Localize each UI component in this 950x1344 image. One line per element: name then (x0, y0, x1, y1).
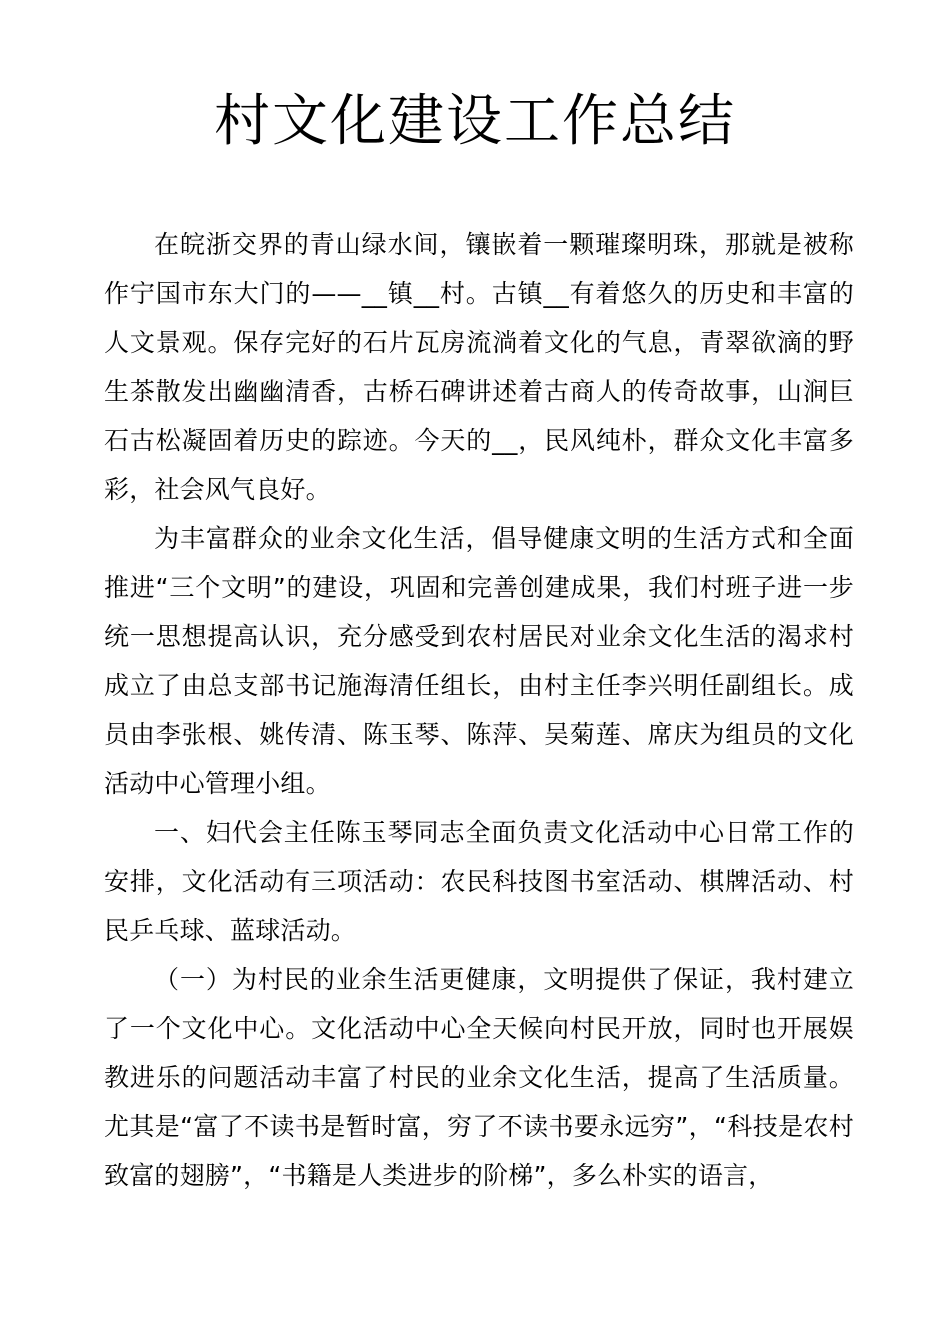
paragraph-subsection-one: （一）为村民的业余生活更健康，文明提供了保证，我村建立了一个文化中心。文化活动中心全天候向村民开放，同时也开展娱教进乐的问题活动丰富了村民的业余文化生活，提高了生活质量。尤其是“富了不读书是暂时富，穷了不读书要永远穷”，“科技是农村致富的翅膀”，“书籍是人类进步的阶梯”，多么朴实的语言， (104, 965, 854, 1190)
document-title: 村文化建设工作总结 (214, 89, 736, 154)
paragraph-intro: 在皖浙交界的青山绿水间，镶嵌着一颗璀璨明珠，那就是被称作宁国市东大门的——__镇__村。古镇__有着悠久的历史和丰富的人文景观。保存完好的石片瓦房流淌着文化的气息，青翠欲滴的野生茶散发出幽幽清香，古桥石碑讲述着古商人的传奇故事，山涧巨石古松凝固着历史的踪迹。今天的__，民风纯朴，群众文化丰富多彩，社会风气良好。 (104, 230, 854, 504)
paragraph-organization: 为丰富群众的业余文化生活，倡导健康文明的生活方式和全面推进“三个文明”的建设，巩固和完善创建成果，我们村班子进一步统一思想提高认识，充分感受到农村居民对业余文化生活的渴求村成立了由总支部书记施海清任组长，由村主任李兴明任副组长。成员由李张根、姚传清、陈玉琴、陈萍、吴菊莲、席庆为组员的文化活动中心管理小组。 (104, 524, 854, 798)
paragraph-section-one: 一、妇代会主任陈玉琴同志全面负责文化活动中心日常工作的安排，文化活动有三项活动：农民科技图书室活动、棋牌活动、村民乒乓球、蓝球活动。 (104, 818, 854, 945)
document-body (104, 220, 854, 1200)
